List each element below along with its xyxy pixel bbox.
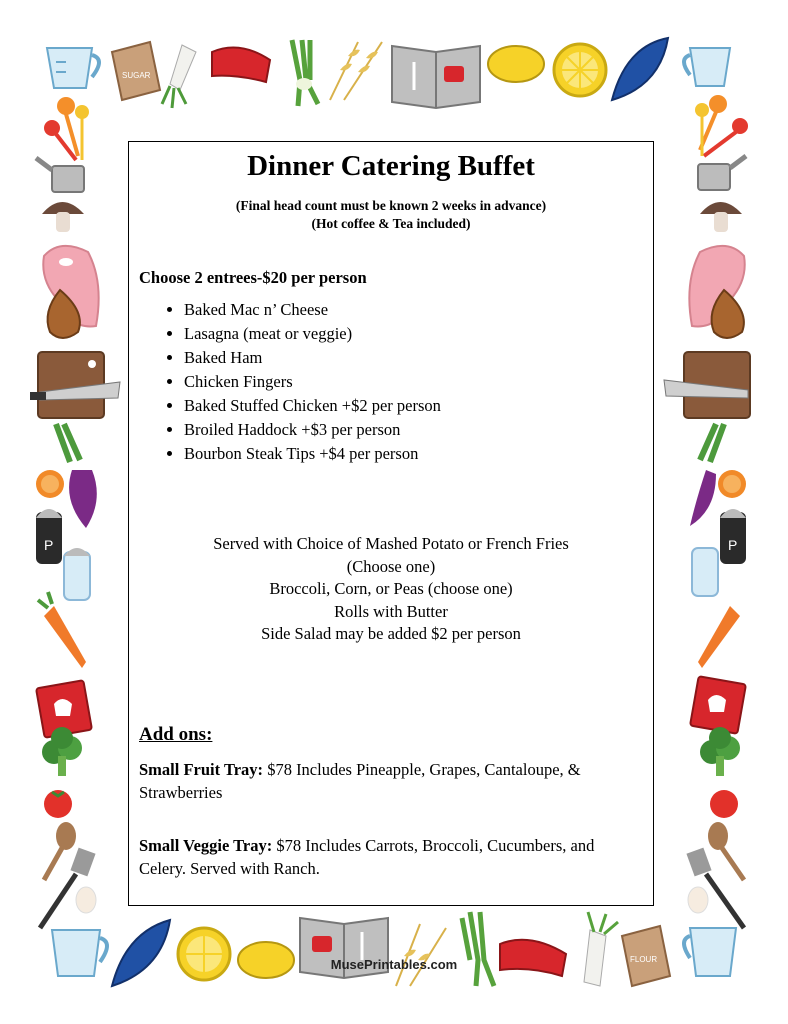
addon-veggie-tray (139, 834, 644, 880)
list-item: • Baked Stuffed Chicken +$2 per person (184, 394, 441, 418)
wheat-icon (330, 42, 382, 100)
beet-icon (690, 424, 724, 526)
flour-bag-icon (622, 926, 670, 986)
measuring-spoons-icon (695, 95, 748, 156)
addon-description: $78 Includes Carrots, Broccoli, Cucumbers, and Celery. Served with Ranch. (139, 836, 595, 878)
measuring-spoons-icon (44, 97, 89, 160)
sides-section (129, 533, 653, 646)
lemon-slice-icon (178, 928, 230, 980)
shaker-label: P (44, 537, 54, 553)
salt-shaker-icon (64, 548, 90, 600)
pepper-shaker-icon (720, 509, 746, 564)
spoon-icon (44, 822, 76, 880)
egg-icon (688, 887, 708, 913)
entree-list (149, 298, 441, 466)
list-item: • Lasagna (meat or veggie) (184, 322, 441, 346)
sides-line: Served with Choice of Mashed Potato or French Fries (213, 534, 569, 553)
pepper-shaker-icon (36, 509, 62, 564)
cookbook-icon (392, 46, 480, 108)
egg-icon (76, 887, 96, 913)
orange-slice-icon (718, 470, 746, 498)
fish-icon (112, 920, 170, 986)
list-item: • Baked Ham (184, 346, 441, 370)
lemon-icon (488, 46, 544, 82)
shaker-label: P (728, 537, 738, 553)
menu-title: Dinner Catering Buffet (247, 150, 535, 182)
lemon-slice-icon (554, 44, 606, 96)
list-item: • Chicken Fingers (184, 370, 441, 394)
recipe-book-icon (690, 676, 746, 734)
sausage-icon (212, 48, 270, 83)
beet-icon (56, 424, 97, 528)
head-count-note: (Final head count must be known 2 weeks in advance) (235, 198, 547, 213)
saucepan-icon (698, 156, 746, 190)
green-onion-icon (292, 40, 318, 106)
addon-name: Small Veggie Tray: (139, 836, 273, 855)
list-item: • Broiled Haddock +$3 per person (184, 418, 441, 442)
mushroom-icon (42, 202, 84, 232)
addons-heading: Add ons: (139, 724, 213, 745)
entree-heading: Choose 2 entrees-$20 per person (139, 268, 367, 287)
green-onion-icon (462, 912, 494, 986)
sides-line: Rolls with Butter (334, 601, 448, 621)
sides-line: Broccoli, Corn, or Peas (choose one) (269, 579, 513, 598)
measuring-cup-icon (684, 48, 730, 86)
flour-bag-label: FLOUR (630, 955, 658, 964)
tomato-icon (44, 790, 72, 818)
sides-line: Side Salad may be added $2 per person (261, 624, 521, 643)
carrot-icon (38, 592, 86, 668)
menu-card (128, 141, 654, 906)
orange-slice-icon (36, 470, 64, 498)
watermark: MusePrintables.com (330, 957, 458, 972)
measuring-cup-icon (47, 48, 99, 88)
leek-icon (162, 45, 196, 108)
carrot-icon (698, 606, 740, 668)
saucepan-icon (36, 158, 84, 192)
wheat-icon (396, 924, 446, 986)
sugar-bag-icon (112, 42, 160, 100)
salt-shaker-icon (692, 548, 718, 596)
list-item: • Bourbon Steak Tips +$4 per person (184, 442, 441, 466)
addon-description: $78 Includes Pineapple, Grapes, Cantaloupe, & Strawberries (139, 760, 581, 802)
tomato-icon (710, 790, 738, 818)
sugar-bag-label: SUGAR (122, 71, 151, 80)
fish-icon (612, 38, 668, 100)
mushroom-icon (700, 202, 742, 232)
addon-fruit-tray (139, 758, 644, 804)
beverage-note: (Hot coffee & Tea included) (311, 216, 471, 231)
sides-line: (Choose one) (346, 556, 436, 576)
addon-name: Small Fruit Tray: (139, 760, 264, 779)
broccoli-icon (700, 727, 740, 776)
radish-icon (584, 912, 618, 986)
list-item: • Baked Mac n’ Cheese (184, 298, 441, 322)
spoon-icon (708, 822, 744, 880)
